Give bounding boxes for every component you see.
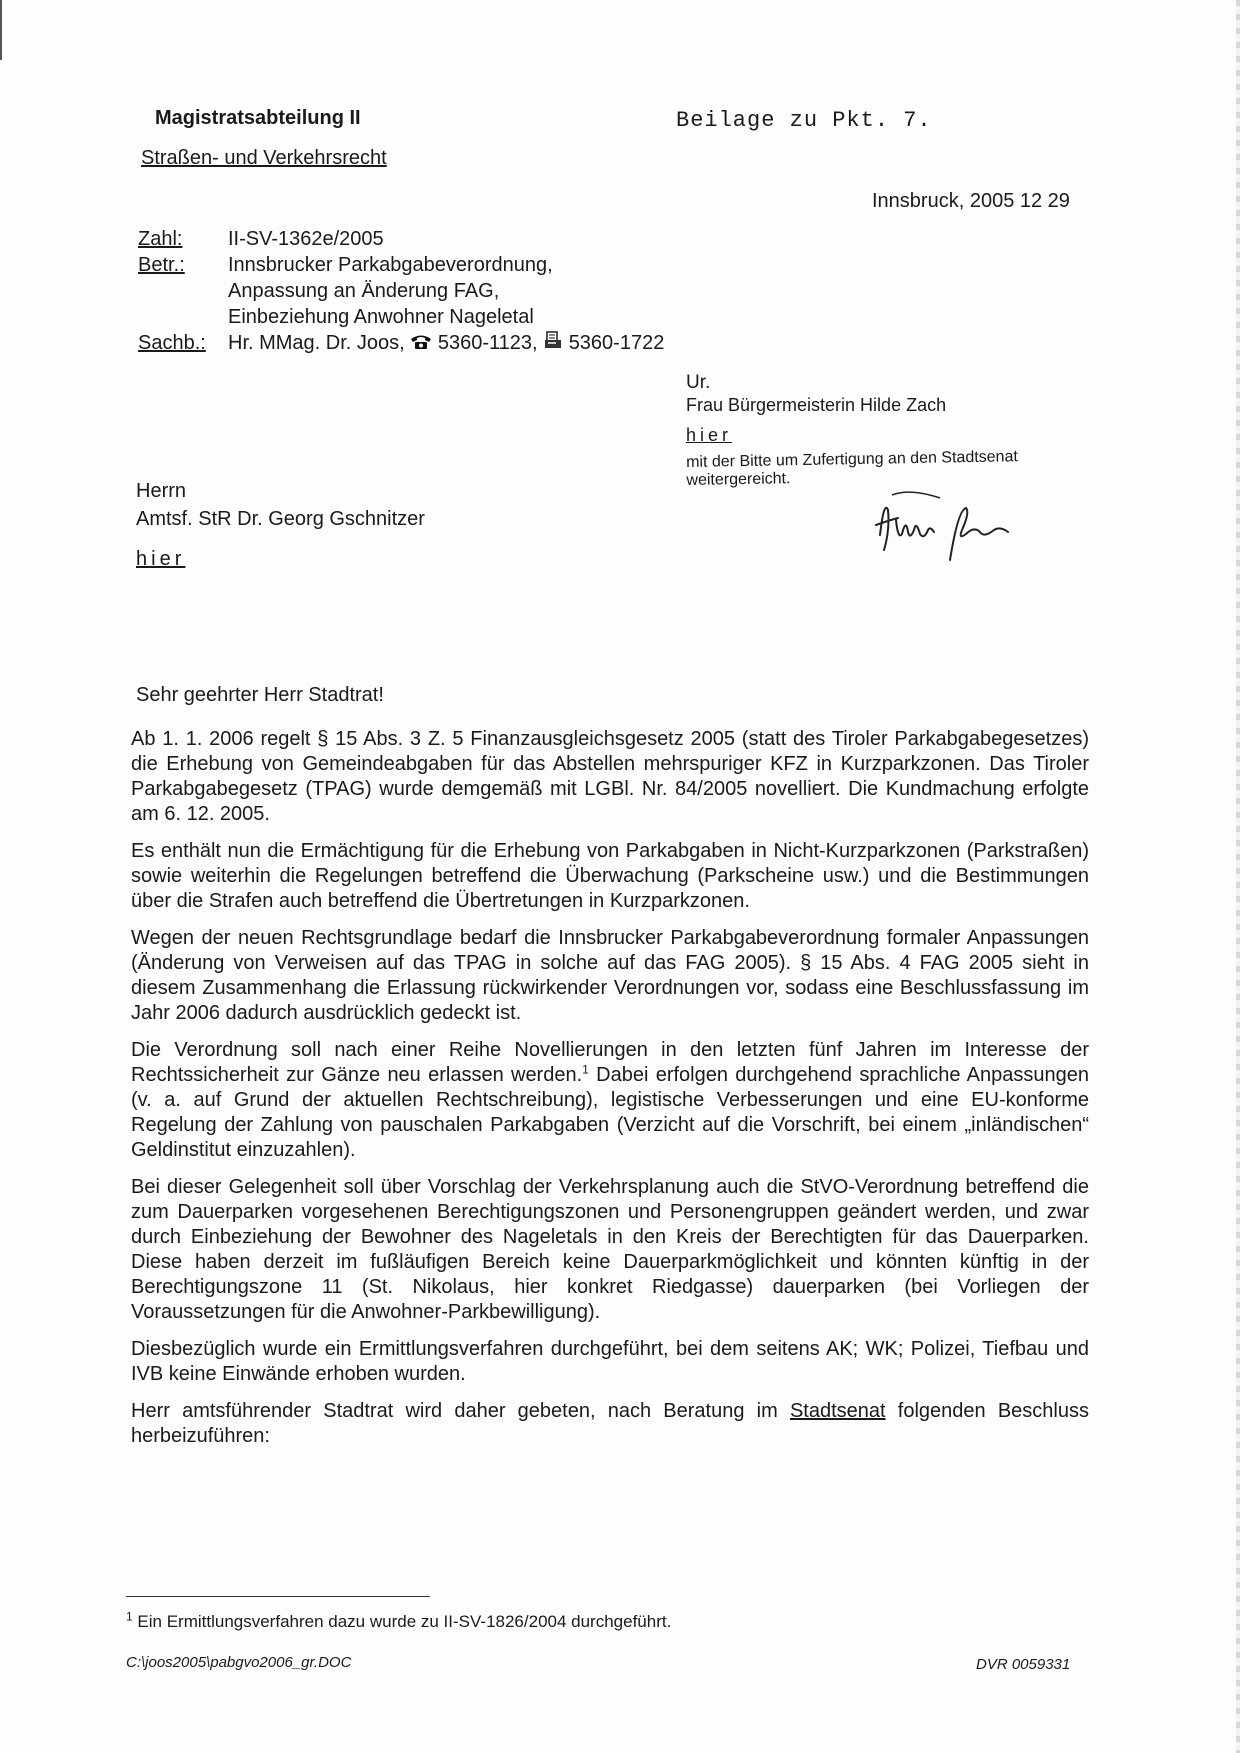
sachb-label: Sachb.: (138, 332, 206, 354)
betr-line: Anpassung an Änderung FAG, (228, 280, 500, 302)
stamp-request-line2: weitergereicht. (686, 470, 791, 489)
letter-body (131, 727, 1089, 1461)
paragraph-text: Herr amtsführender Stadtrat wird daher gebeten, nach Beratung im (131, 1400, 790, 1422)
footnote-marker: 1 (582, 1062, 589, 1077)
betr-line: Einbeziehung Anwohner Nageletal (228, 306, 534, 328)
sachb-name: Hr. MMag. Dr. Joos, (228, 332, 405, 354)
paragraph: Wegen der neuen Rechtsgrundlage bedarf die Innsbrucker Parkabgabeverordnung formaler Anpassungen (Änderung von Verweisen auf das TPAG in solche auf das FAG 2005). § 15 Abs. 4 FAG 2005 sieht in diesem Zusammenhang die Erlassung rückwirkender Verordnungen vor, sodass eine Beschlussfassung im Jahr 2006 dadurch ausdrücklich gedeckt ist. (131, 927, 1089, 1024)
betr-row (138, 252, 664, 330)
letter-salutation: Sehr geehrter Herr Stadtrat! (136, 684, 384, 706)
zahl-label: Zahl: (138, 228, 183, 250)
paragraph-text: folgenden Beschluss herbeizuführen: (131, 1400, 1089, 1447)
zahl-row (138, 226, 664, 252)
scan-edge-left (0, 0, 2, 60)
letter-date: Innsbruck, 2005 12 29 (872, 190, 1070, 212)
reference-block (138, 226, 664, 357)
fax-number: 5360-1722 (568, 332, 665, 354)
paragraph: Ab 1. 1. 2006 regelt § 15 Abs. 3 Z. 5 Finanzausgleichsgesetz 2005 (statt des Tiroler Parkabgabegesetzes) die Erhebung von Gemeindeabgaben für das Abstellen mehrspuriger KFZ in Kurzparkzonen. Das Tiroler Parkabgabegesetz (TPAG) wurde demgemäß mit LGBl. Nr. 84/2005 novelliert. Die Kundmachung erfolgte am 6. 12. 2005. (131, 728, 1089, 825)
enclosure-note: Beilage zu Pkt. 7. (676, 108, 932, 133)
sachb-value (228, 330, 664, 357)
paragraph: Diesbezüglich wurde ein Ermittlungsverfahren durchgeführt, bei dem seitens AK; WK; Polizei, Tiefbau und IVB keine Einwände erhoben wurden. (131, 1338, 1089, 1385)
recipient-hier: hier (136, 548, 186, 570)
stamp-request (686, 447, 1107, 490)
department-name: Magistratsabteilung II (155, 107, 361, 129)
section-name: Straßen- und Verkehrsrecht (141, 147, 387, 169)
footnote (126, 1609, 672, 1632)
paragraph (131, 1038, 1089, 1163)
dvr-number: DVR 0059331 (976, 1656, 1071, 1673)
stamp-hier: hier (686, 425, 733, 445)
betr-label: Betr.: (138, 254, 185, 276)
betr-line: Innsbrucker Parkabgabeverordnung, (228, 254, 553, 276)
paragraph: Es enthält nun die Ermächtigung für die Erhebung von Parkabgaben in Nicht-Kurzparkzonen (Parkstraßen) sowie weiterhin die Regelungen betreffend die Überwachung (Parkscheine usw.) und die Bestimmungen über die Strafen auch betreffend die Übertretungen in Kurzparkzonen. (131, 840, 1089, 912)
footnote-divider (126, 1596, 430, 1597)
phone-number: 5360-1123, (437, 332, 538, 354)
file-path: C:\joos2005\pabgvo2006_gr.DOC (126, 1654, 352, 1671)
sachb-row (138, 330, 664, 357)
recipient-block (136, 477, 425, 573)
stamp-ur: Ur. (686, 372, 711, 393)
recipient-name: Amtsf. StR Dr. Georg Gschnitzer (136, 508, 425, 530)
betr-value (228, 252, 553, 330)
footnote-text: Ein Ermittlungsverfahren dazu wurde zu II-SV-1826/2004 durchgeführt. (132, 1612, 672, 1631)
paragraph (131, 1399, 1089, 1449)
paragraph-text: Dabei erfolgen durchgehend sprachliche Anpassungen (v. a. auf Grund der aktuellen Rechtschreibung), legistische Verbesserungen und eine EU-konforme Regelung der Zahlung von pauschalen Parkabgaben (Verzicht auf die Vorschrift, bei einem „inländischen“ Geldinstitut einzuzahlen). (131, 1064, 1090, 1161)
paragraph: Bei dieser Gelegenheit soll über Vorschlag der Verkehrsplanung auch die StVO-Verordnung betreffend die zum Dauerparken vorgesehenen Berechtigungszonen und Personengruppen geändert werden, und zwar durch Einbeziehung der Bewohner des Nageletals in den Kreis der Berechtigten für das Dauerparken. Diese haben derzeit im fußläufigen Bereich keine Dauerparkmöglichkeit und könnten künftig in der Berechtigungszone 11 (St. Nikolaus, hier konkret Riedgasse) dauerparken (bei Vorliegen der Voraussetzungen für die Anwohner-Parkbewilligung). (131, 1176, 1089, 1323)
zahl-value: II-SV-1362e/2005 (228, 228, 384, 250)
routing-stamp (686, 372, 1106, 490)
footnote-number: 1 (126, 1609, 133, 1624)
paragraph-text: Die Verordnung soll nach einer Reihe Novellierungen in den letzten fünf Jahren im Interesse der Rechtssicherheit zur Gänze neu erlassen werden. (131, 1039, 1089, 1086)
stamp-request-line1: mit der Bitte um Zufertigung an den Stadtsenat (686, 448, 1018, 471)
stamp-addressee: Frau Bürgermeisterin Hilde Zach (686, 395, 947, 415)
stadtsenat-term: Stadtsenat (789, 1400, 886, 1422)
scan-edge-right (1236, 0, 1240, 1753)
handwritten-signature (870, 490, 1050, 575)
recipient-salutation: Herrn (136, 480, 187, 502)
telephone-icon (410, 331, 432, 357)
fax-icon (543, 330, 563, 357)
